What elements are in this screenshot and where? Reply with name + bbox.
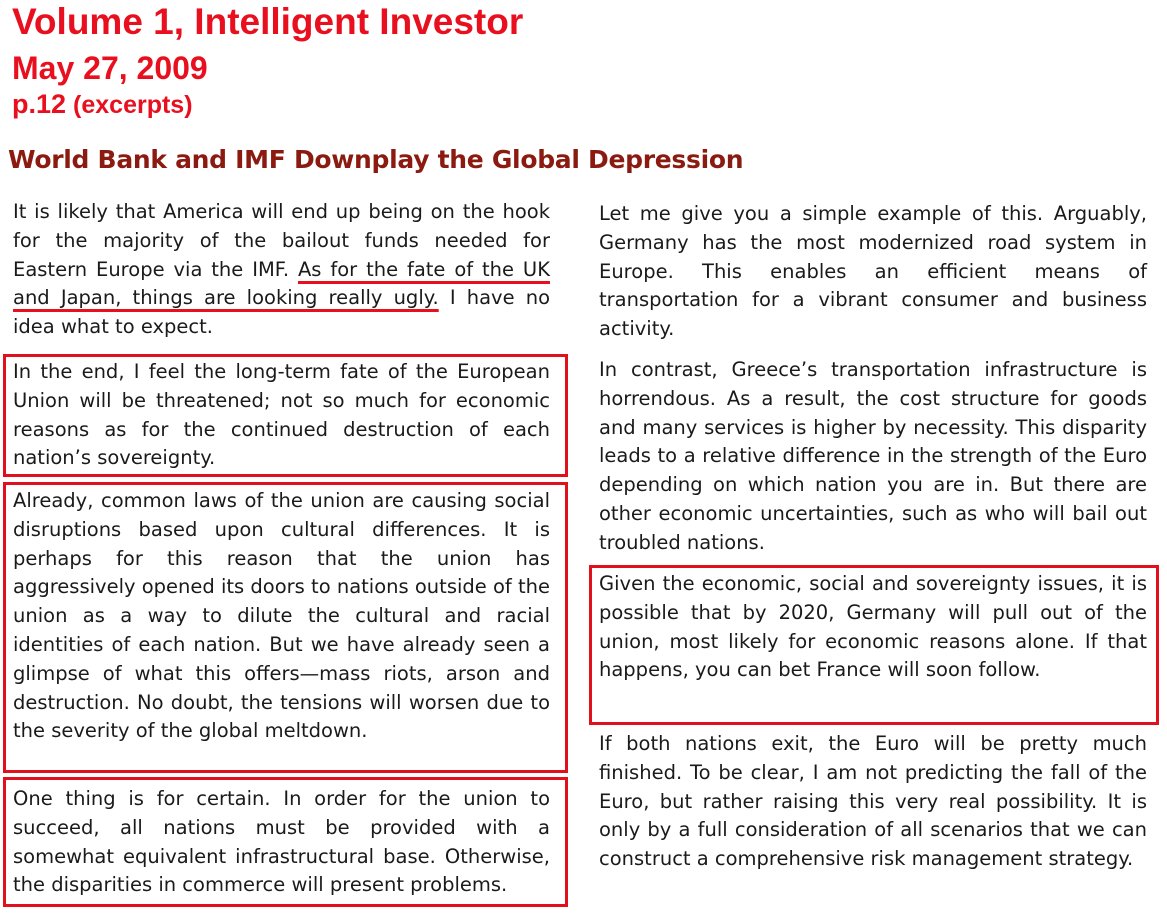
right-paragraph-2: In contrast, Greece’s transportation infrastructure is horrendous. As a result, the cost structure for goods and many services is higher by necessity. This disparity leads to a relative difference in the strength of the Euro depending on which nation you are in. But there are other economic uncertainties, such as who will bail out troubled nations. xyxy=(599,358,1147,554)
left-paragraph-1 xyxy=(13,198,550,342)
document-title: Volume 1, Intelligent Investor xyxy=(12,1,524,42)
page-number: p.12 xyxy=(12,89,67,119)
left-paragraph-2: In the end, I feel the long-term fate of the European Union will be threatened; not so much for economic reasons as for the continued destruction of each nation’s sovereignty. xyxy=(13,360,550,470)
left-paragraph-3: Already, common laws of the union are causing social disruptions based upon cultural differences. It is perhaps for this reason that the union has aggressively opened its doors to nations outside of the union as a way to dilute the cultural and racial identities of each nation. But we have already seen a glimpse of what this offers—mass riots, arson and destruction. No doubt, the tensions will worsen due to the severity of the global meltdown. xyxy=(13,489,550,743)
right-paragraph-3: Given the economic, social and sovereignty issues, it is possible that by 2020, Germany will pull out of the union, most likely for economic reasons alone. If that happens, you can bet France will soon follow. xyxy=(599,572,1147,682)
left-paragraph-1-text: It is likely that America will end up being on the hook for the majority of the bailout funds needed for Eastern Europe via the IMF. xyxy=(13,200,550,281)
right-paragraph-1: Let me give you a simple example of this. Arguably, Germany has the most modernized road system in Europe. This enables an efficient means of transportation for a vibrant consumer and business activity. xyxy=(599,202,1147,341)
issue-date: May 27, 2009 xyxy=(12,50,208,86)
underlined-highlight: As for the fate of the UK and Japan, things are looking really ugly. xyxy=(13,257,550,310)
right-paragraph-4: If both nations exit, the Euro will be pretty much finished. To be clear, I am not predicting the fall of the Euro, but rather raising this very real possibility. It is only by a full consideration of all scenarios that we can construct a comprehensive risk management strategy. xyxy=(599,732,1147,871)
excerpt-note: (excerpts) xyxy=(73,91,193,119)
page-reference xyxy=(12,91,193,118)
left-paragraph-4: One thing is for certain. In order for the union to succeed, all nations must be provided with a somewhat equivalent infrastructural base. Otherwise, the disparities in commerce will present problems. xyxy=(13,787,550,897)
section-heading: World Bank and IMF Downplay the Global Depression xyxy=(8,145,744,174)
left-paragraph-1-tail: I have no idea what to expect. xyxy=(13,286,550,339)
